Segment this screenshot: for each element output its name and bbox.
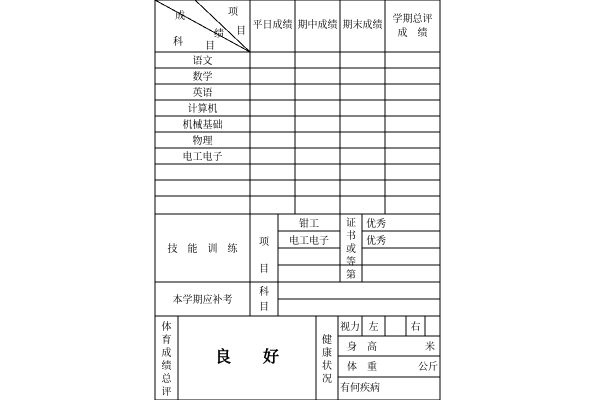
skills-label: 技 能 训 练 bbox=[167, 244, 238, 255]
header-diagonal-mid: 绩 bbox=[214, 29, 224, 40]
health-char: 康 bbox=[322, 348, 332, 359]
skills-item-char-2: 目 bbox=[259, 264, 269, 275]
subject-name: 计算机 bbox=[187, 104, 218, 115]
health-char: 况 bbox=[322, 374, 332, 385]
pe-char: 育 bbox=[161, 335, 172, 346]
column-header-midterm: 期中成绩 bbox=[297, 20, 338, 31]
height-label: 身 高 bbox=[347, 342, 377, 353]
pe-char: 评 bbox=[161, 387, 172, 398]
header-diagonal-bottom-2: 目 bbox=[205, 41, 215, 52]
cert-value: 优秀 bbox=[366, 236, 386, 247]
header-diagonal-top-right-2: 目 bbox=[236, 26, 246, 37]
weight-unit: 公斤 bbox=[418, 362, 438, 373]
makeup-subject-char-2: 目 bbox=[259, 302, 269, 313]
column-header-regular: 平日成绩 bbox=[252, 20, 293, 31]
header-diagonal-bottom-1: 科 bbox=[173, 37, 183, 48]
skills-item: 电工电子 bbox=[289, 236, 329, 247]
height-unit: 米 bbox=[425, 342, 435, 353]
weight-label: 体 重 bbox=[347, 362, 377, 373]
vision-right-label: 右 bbox=[410, 322, 421, 333]
subject-name: 数学 bbox=[192, 72, 213, 83]
pe-char: 绩 bbox=[161, 361, 172, 372]
column-header-final: 期末成绩 bbox=[342, 20, 383, 31]
subject-name: 语文 bbox=[192, 56, 213, 67]
makeup-label: 本学期应补考 bbox=[172, 295, 233, 306]
disease-label: 有何疾病 bbox=[340, 383, 380, 394]
vision-label: 视力 bbox=[340, 322, 360, 333]
pe-char: 体 bbox=[161, 322, 172, 333]
vision-left-label: 左 bbox=[368, 322, 379, 333]
column-header-total-line-1: 学期总评 bbox=[392, 14, 433, 25]
subject-name: 电工电子 bbox=[182, 152, 223, 163]
pe-char: 成 bbox=[161, 348, 172, 359]
column-header-total-line-2: 成 绩 bbox=[397, 28, 428, 39]
subject-name: 英语 bbox=[192, 88, 213, 99]
pe-char: 总 bbox=[161, 374, 172, 385]
pe-grade: 良 好 bbox=[214, 347, 280, 366]
skills-item: 钳工 bbox=[299, 219, 319, 230]
makeup-subject-char-1: 科 bbox=[259, 287, 269, 298]
cert-char: 书 bbox=[346, 231, 356, 242]
cert-char: 证 bbox=[346, 218, 356, 229]
cert-value: 优秀 bbox=[366, 219, 386, 230]
cert-char: 或 bbox=[346, 244, 356, 255]
health-char: 健 bbox=[322, 335, 332, 346]
subject-name: 物理 bbox=[192, 136, 213, 147]
health-char: 状 bbox=[322, 361, 332, 372]
header-diagonal-top-right-1: 项 bbox=[228, 7, 238, 18]
header-diagonal-top-left: 成 bbox=[175, 11, 185, 22]
cert-char: 第 bbox=[346, 270, 356, 281]
cert-char: 等 bbox=[346, 257, 356, 268]
subject-name: 机械基础 bbox=[182, 120, 223, 131]
skills-item-char-1: 项 bbox=[259, 237, 269, 248]
